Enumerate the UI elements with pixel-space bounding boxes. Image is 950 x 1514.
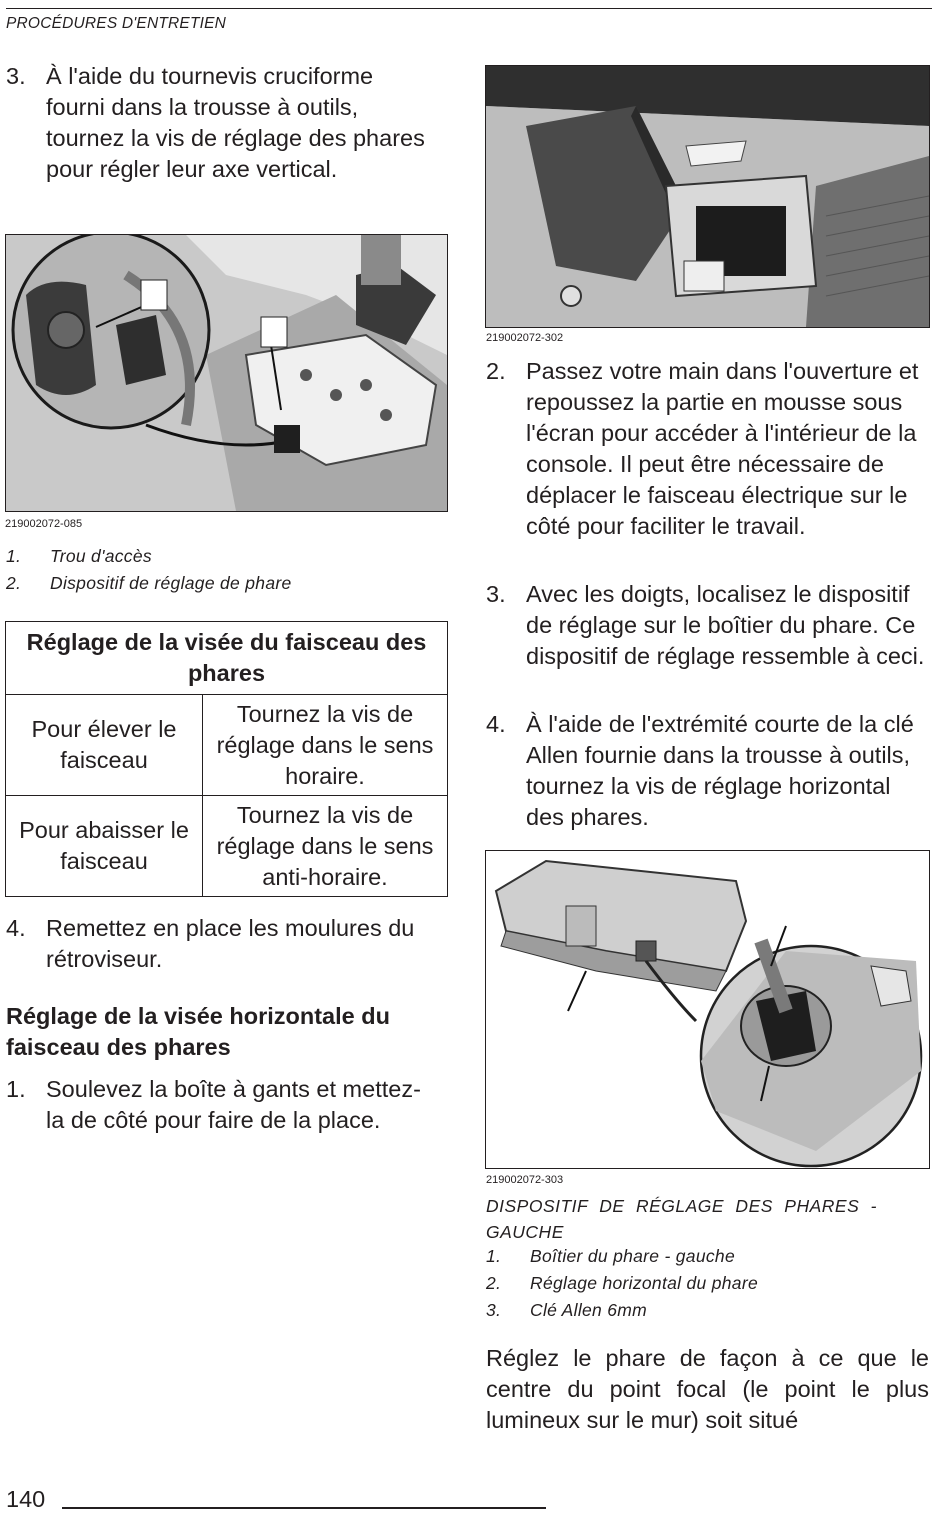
figure-code: 219002072-085 [5,518,83,530]
figure-horizontal-adjuster [485,850,930,1169]
step-text: Passez votre main dans l'ouverture et repoussez la partie en mousse sous l'écran pour accéder à l'intérieur de la console. Il peut être nécessaire de déplacer le faisceau électrique sur le côté pour faciliter le travail. [526,358,919,539]
running-header [6,8,932,33]
step-number: 4. [486,711,506,737]
step-number: 3. [486,581,506,607]
step-1-glovebox [6,1074,436,1136]
table-cell-instruction: Tournez la vis de réglage dans le sens anti-horaire. [203,796,448,897]
caption-item [6,546,152,567]
figure-code: 219002072-302 [486,332,564,344]
caption-text: Réglage horizontal du phare [530,1273,758,1293]
table-cell-action: Pour abaisser le faisceau [6,796,203,897]
horizontal-adjuster-illustration [486,851,929,1168]
step-text: Soulevez la boîte à gants et mettez-la de côté pour faire de la place. [46,1076,421,1133]
caption-text: Boîtier du phare - gauche [530,1246,735,1266]
caption-number: 1. [486,1246,502,1266]
section-title: PROCÉDURES D'ENTRETIEN [6,15,227,32]
step-text: À l'aide de l'extrémité courte de la clé Allen fournie dans la trousse à outils, tournez la vis de réglage horizontal des phares. [526,711,914,830]
step-number: 2. [486,358,506,384]
step-2-reach [486,356,931,542]
caption-item [486,1273,758,1294]
table-row [6,695,448,796]
step-number: 3. [6,63,26,89]
step-number: 1. [6,1076,26,1102]
step-text: À l'aide du tournevis cruciforme fourni dans la trousse à outils, tournez la vis de réglage des phares pour régler leur axe vertical. [46,63,425,182]
caption-item [486,1246,735,1267]
body-paragraph: Réglez le phare de façon à ce que le centre du point focal (le point le plus lumineux sur le mur) soit situé [486,1345,929,1433]
headlight-access-illustration [6,235,447,511]
table-cell-instruction: Tournez la vis de réglage dans le sens horaire. [203,695,448,796]
caption-text: Trou d'accès [50,546,152,566]
caption-number: 2. [486,1273,502,1293]
figure-code: 219002072-303 [486,1174,564,1186]
table-row [6,796,448,897]
caption-number: 1. [6,546,22,566]
figure-title: DISPOSITIF DE RÉGLAGE DES PHARES - GAUCHE [486,1196,877,1242]
caption-number: 2. [6,573,22,593]
step-3-locate [486,579,931,672]
caption-text: Clé Allen 6mm [530,1300,648,1320]
table-title: Réglage de la visée du faisceau des phares [6,622,448,695]
caption-item [486,1300,647,1321]
section-heading: Réglage de la visée horizontale du faisceau des phares [6,1003,390,1060]
step-number: 4. [6,915,26,941]
figure-console-opening [485,65,930,328]
caption-number: 3. [486,1300,502,1320]
step-3-vertical [6,61,436,185]
caption-item [6,573,292,594]
page-number: 140 [6,1486,46,1512]
caption-text: Dispositif de réglage de phare [50,573,292,593]
step-text: Avec les doigts, localisez le dispositif de réglage sur le boîtier du phare. Ce dispositif de réglage ressemble à ceci. [526,581,925,669]
step-4-moldings [6,913,436,975]
table-cell-action: Pour élever le faisceau [6,695,203,796]
figure-headlight-access [5,234,448,512]
console-opening-illustration [486,66,929,327]
step-text: Remettez en place les moulures du rétroviseur. [46,915,415,972]
footer-rule [62,1507,546,1509]
beam-adjustment-table [5,621,448,897]
step-4-allen-key [486,709,931,833]
